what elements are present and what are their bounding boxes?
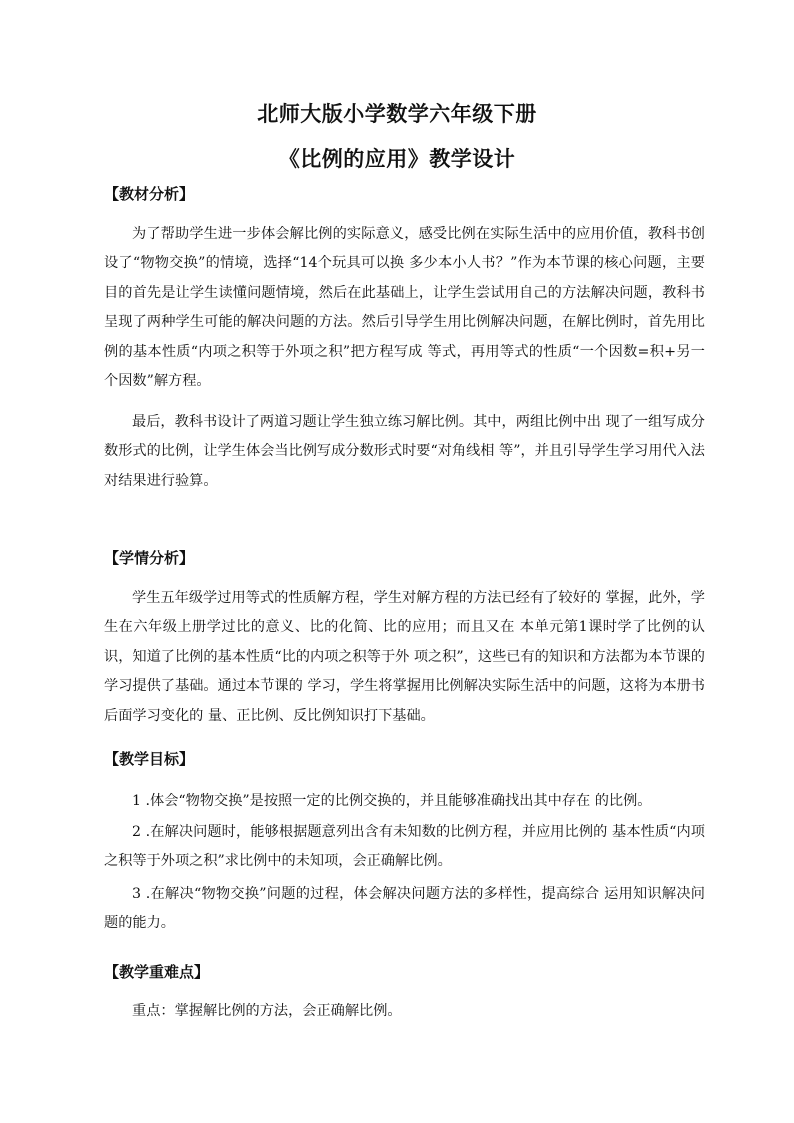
section-heading-material-analysis: 【教材分析】 [104,185,195,203]
teaching-goal-item-1: 1 .体会“物物交换”是按照一定的比例交换的，并且能够准确找出其中存在 的比例。 [132,793,652,809]
section-heading-student-analysis: 【学情分析】 [104,549,195,567]
key-points-paragraph-1: 重点：掌握解比例的方法，会正确解比例。 [132,1003,402,1019]
section-heading-key-points: 【教学重难点】 [104,963,210,981]
section-heading-teaching-goals: 【教学目标】 [104,750,195,768]
student-analysis-paragraph-1: 学生五年级学过用等式的性质解方程，学生对解方程的方法已经有了较好的 掌握，此外，学生在六年级上册学过比的意义、比的化简、比的应用；而且又在 本单元第1课时学了比例的认识，知道了比例的基本性质“比的内项之积等于外 项之积”，这些已有的知识和方法都为本节课的学习提供了基础。通过本节课的 学习，学生将掌握用比例解决实际生活中的问题，这将为本册书后面学习变化的 量、正比例、反比例知识打下基础。 [104,590,705,724]
material-analysis-paragraph-2: 最后，教科书设计了两道习题让学生独立练习解比例。其中，两组比例中出 现了一组写成分数形式的比例，让学生体会当比例写成分数形式时要“对角线相 等”，并且引导学生学习用代入法对结果进行验算。 [104,414,705,489]
document-subtitle: 《比例的应用》教学设计 [278,147,516,171]
teaching-goal-item-2: 2 .在解决问题时，能够根据题意列出含有未知数的比例方程，并应用比例的 基本性质“内项之积等于外项之积”求比例中的未知项，会正确解比例。 [104,824,705,870]
teaching-goal-item-3: 3 .在解决“物物交换”问题的过程，体会解决问题方法的多样性，提高综合 运用知识解决问题的能力。 [104,886,705,932]
material-analysis-paragraph-1: 为了帮助学生进一步体会解比例的实际意义，感受比例在实际生活中的应用价值，教科书创设了“物物交换”的情境，选择“14个玩具可以换 多少本小人书？”作为本节课的核心问题，主要目的首先是让学生读懂问题情境，然后在此基础上，让学生尝试用自己的方法解决问题，教科书呈现了两种学生可能的解决问题的方法。然后引导学生用比例解决问题，在解比例时，首先用比例的基本性质“内项之积等于外项之积”把方程写成 等式，再用等式的性质“一个因数=积+另一个因数”解方程。 [104,226,705,390]
document-title: 北师大版小学数学六年级下册 [257,102,537,126]
